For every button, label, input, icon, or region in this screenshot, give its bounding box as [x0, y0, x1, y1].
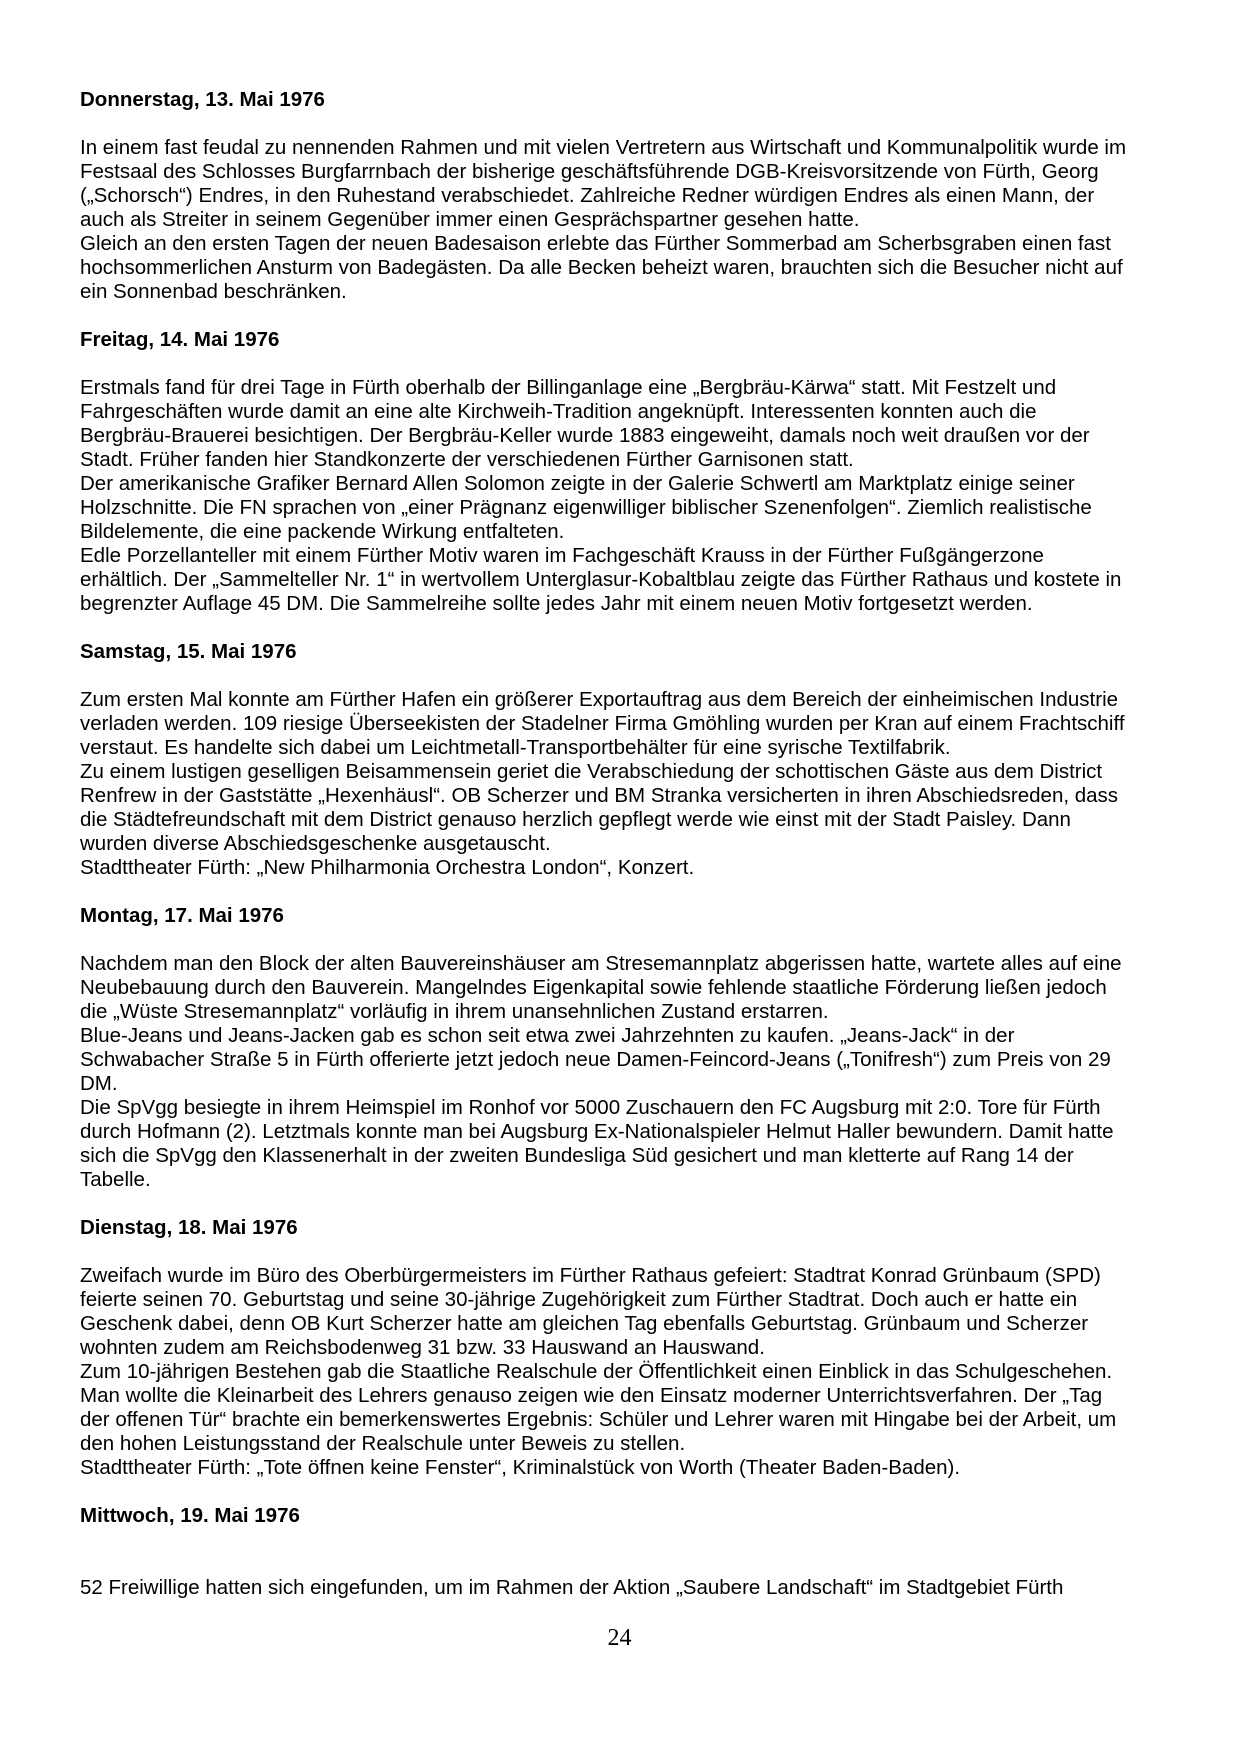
- entry-paragraph: [80, 1024, 1190, 1096]
- text-line: Man wollte die Kleinarbeit des Lehrers genauso zeigen wie den Einsatz moderner Unterrichtsverfahren. Der „Tag: [80, 1384, 1103, 1407]
- text-line: Stadttheater Fürth: „New Philharmonia Orchestra London“, Konzert.: [80, 856, 695, 879]
- entry-paragraph: [80, 952, 1190, 1024]
- day-section: [80, 1216, 1190, 1480]
- day-heading: Mittwoch, 19. Mai 1976: [80, 1504, 300, 1527]
- text-line: der offenen Tür“ brachte ein bemerkenswertes Ergebnis: Schüler und Lehrer waren mit Hingabe bei der Arbeit, um: [80, 1408, 1117, 1431]
- text-line: Zu einem lustigen geselligen Beisammensein geriet die Verabschiedung der schottischen Gäste aus dem District: [80, 760, 1103, 783]
- text-line: hochsommerlichen Ansturm von Badegästen. Da alle Becken beheizt waren, brauchten sich die Besucher nicht auf: [80, 256, 1123, 279]
- day-section: [80, 1504, 1190, 1600]
- entry-paragraph: [80, 376, 1190, 472]
- entry-paragraph: [80, 544, 1190, 616]
- entry-paragraph: [80, 688, 1190, 760]
- text-line: auch als Streiter in seinem Gegenüber immer einen Gesprächspartner gesehen hatte.: [80, 208, 860, 231]
- text-line: Holzschnitte. Die FN sprachen von „einer Prägnanz eigenwilliger biblischer Szenenfolgen“. Ziemlich realistische: [80, 496, 1092, 519]
- entry-paragraph: [80, 472, 1190, 544]
- entry-paragraph: [80, 232, 1190, 304]
- text-line: sich die SpVgg den Klassenerhalt in der zweiten Bundesliga Süd gesichert und man kletterte auf Rang 14 der: [80, 1144, 1074, 1167]
- text-line: feierte seinen 70. Geburtstag und seine 30-jährige Zugehörigkeit zum Fürther Stadtrat. Doch auch er hatte ein: [80, 1288, 1078, 1311]
- text-line: wurden diverse Abschiedsgeschenke ausgetauscht.: [80, 832, 551, 855]
- text-line: ein Sonnenbad beschränken.: [80, 280, 347, 303]
- day-heading: Montag, 17. Mai 1976: [80, 904, 284, 927]
- text-line: Neubebauung durch den Bauverein. Mangelndes Eigenkapital sowie fehlende staatliche Förderung ließen jedoch: [80, 976, 1107, 999]
- day-heading: Dienstag, 18. Mai 1976: [80, 1216, 298, 1239]
- text-line: Nachdem man den Block der alten Bauvereinshäuser am Stresemannplatz abgerissen hatte, wartete alles auf eine: [80, 952, 1122, 975]
- day-heading: Freitag, 14. Mai 1976: [80, 328, 280, 351]
- text-line: wohnten zudem am Reichsbodenweg 31 bzw. 33 Hauswand an Hauswand.: [80, 1336, 765, 1359]
- text-line: Bergbräu-Brauerei besichtigen. Der Bergbräu-Keller wurde 1883 eingeweiht, damals noch weit draußen vor der: [80, 424, 1090, 447]
- text-line: Renfrew in der Gaststätte „Hexenhäusl“. OB Scherzer und BM Stranka versicherten in ihren Abschiedsreden, dass: [80, 784, 1119, 807]
- text-line: Zweifach wurde im Büro des Oberbürgermeisters im Fürther Rathaus gefeiert: Stadtrat Konrad Grünbaum (SPD): [80, 1264, 1101, 1287]
- entry-paragraph: [80, 1360, 1190, 1456]
- text-line: 52 Freiwillige hatten sich eingefunden, um im Rahmen der Aktion „Saubere Landschaft“ im Stadtgebiet Fürth: [80, 1576, 1064, 1599]
- text-line: begrenzter Auflage 45 DM. Die Sammelreihe sollte jedes Jahr mit einem neuen Motiv fortgesetzt werden.: [80, 592, 1033, 615]
- day-heading: Samstag, 15. Mai 1976: [80, 640, 297, 663]
- text-line: Geschenk dabei, denn OB Kurt Scherzer hatte am gleichen Tag ebenfalls Geburtstag. Grünbaum und Scherzer: [80, 1312, 1089, 1335]
- text-line: verladen werden. 109 riesige Überseekisten der Stadelner Firma Gmöhling wurden per Kran auf einem Frachtschiff: [80, 712, 1125, 735]
- entry-paragraph: [80, 1456, 1190, 1480]
- text-line: Zum ersten Mal konnte am Fürther Hafen ein größerer Exportauftrag aus dem Bereich der einheimischen Industrie: [80, 688, 1119, 711]
- page-number: 24: [607, 1625, 632, 1651]
- text-line: Stadttheater Fürth: „Tote öffnen keine Fenster“, Kriminalstück von Worth (Theater Baden-Baden).: [80, 1456, 961, 1479]
- text-line: Edle Porzellanteller mit einem Fürther Motiv waren im Fachgeschäft Krauss in der Fürther Fußgängerzone: [80, 544, 1044, 567]
- text-line: die „Wüste Stresemannplatz“ vorläufig in ihrem unansehnlichen Zustand erstarren.: [80, 1000, 829, 1023]
- text-line: Festsaal des Schlosses Burgfarrnbach der bisherige geschäftsführende DGB-Kreisvorsitzende von Fürth, Georg: [80, 160, 1099, 183]
- text-line: Tabelle.: [80, 1168, 151, 1191]
- text-line: den hohen Leistungsstand der Realschule unter Beweis zu stellen.: [80, 1432, 686, 1455]
- text-line: Schwabacher Straße 5 in Fürth offerierte jetzt jedoch neue Damen-Feincord-Jeans („Tonifresh“) zum Preis von 29: [80, 1048, 1111, 1071]
- text-line: Bildelemente, die eine packende Wirkung entfalteten.: [80, 520, 565, 543]
- text-line: Stadt. Früher fanden hier Standkonzerte der verschiedenen Fürther Garnisonen statt.: [80, 448, 854, 471]
- text-line: Erstmals fand für drei Tage in Fürth oberhalb der Billinganlage eine „Bergbräu-Kärwa“ statt. Mit Festzelt und: [80, 376, 1057, 399]
- entry-paragraph: [80, 1096, 1190, 1192]
- day-section: [80, 88, 1190, 304]
- day-section: [80, 328, 1190, 616]
- text-line: Der amerikanische Grafiker Bernard Allen Solomon zeigte in der Galerie Schwertl am Marktplatz einige seiner: [80, 472, 1075, 495]
- entry-paragraph: [80, 1264, 1190, 1360]
- document-content: [80, 88, 1190, 1624]
- entry-paragraph: [80, 856, 1190, 880]
- text-line: Die SpVgg besiegte in ihrem Heimspiel im Ronhof vor 5000 Zuschauern den FC Augsburg mit 2:0. Tore für Fürth: [80, 1096, 1101, 1119]
- text-line: In einem fast feudal zu nennenden Rahmen und mit vielen Vertretern aus Wirtschaft und Kommunalpolitik wurde im: [80, 136, 1127, 159]
- text-line: Blue-Jeans und Jeans-Jacken gab es schon seit etwa zwei Jahrzehnten zu kaufen. „Jeans-Jack“ in der: [80, 1024, 1015, 1047]
- text-line: DM.: [80, 1072, 118, 1095]
- day-section: [80, 904, 1190, 1192]
- text-line: verstaut. Es handelte sich dabei um Leichtmetall-Transportbehälter für eine syrische Textilfabrik.: [80, 736, 951, 759]
- text-line: Fahrgeschäften wurde damit an eine alte Kirchweih-Tradition angeknüpft. Interessenten konnten auch die: [80, 400, 1037, 423]
- day-section: [80, 640, 1190, 880]
- entry-paragraph: [80, 1576, 1190, 1600]
- text-line: Zum 10-jährigen Bestehen gab die Staatliche Realschule der Öffentlichkeit einen Einblick in das Schulgeschehen.: [80, 1360, 1113, 1383]
- text-line: Gleich an den ersten Tagen der neuen Badesaison erlebte das Fürther Sommerbad am Scherbsgraben einen fast: [80, 232, 1111, 255]
- text-line: die Städtefreundschaft mit dem District genauso herzlich gepflegt werde wie einst mit der Stadt Paisley. Dann: [80, 808, 1071, 831]
- text-line: durch Hofmann (2). Letztmals konnte man bei Augsburg Ex-Nationalspieler Helmut Haller bewundern. Damit hatte: [80, 1120, 1114, 1143]
- day-heading: Donnerstag, 13. Mai 1976: [80, 88, 325, 111]
- text-line: („Schorsch“) Endres, in den Ruhestand verabschiedet. Zahlreiche Redner würdigen Endres als einen Mann, der: [80, 184, 1095, 207]
- entry-paragraph: [80, 760, 1190, 856]
- entry-paragraph: [80, 136, 1190, 232]
- text-line: erhältlich. Der „Sammelteller Nr. 1“ in wertvollem Unterglasur-Kobaltblau zeigte das Fürther Rathaus und kostete in: [80, 568, 1122, 591]
